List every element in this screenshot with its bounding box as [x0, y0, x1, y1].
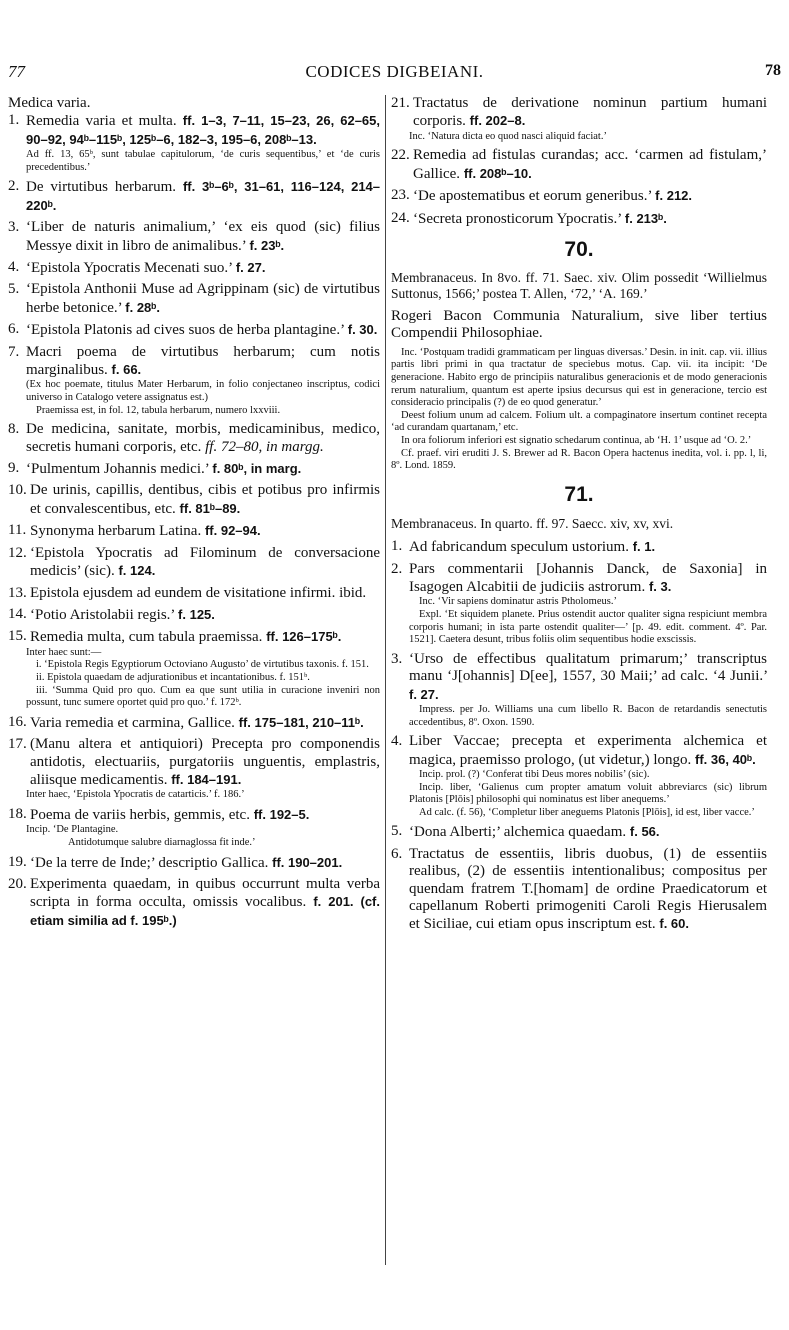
- footnote: i. ‘Epistola Regis Egyptiorum Octoviano Augusto’ de virtutibus taxonis. f. 151.: [36, 659, 369, 671]
- list-item: 2. Pars commentarii [Johannis Danck, de Saxonia] in Isagogen Alcabitii de judiciis astrorum. f. 3.: [391, 560, 767, 595]
- running-title: CODICES DIGBEIANI.: [305, 62, 484, 81]
- footnote: Ad ff. 13, 65ᵇ, sunt tabulae capitulorum, ‘de curis sequentibus,’ et ‘de curis precedentibus.’: [26, 149, 380, 173]
- list-item: 21. Tractatus de derivatione nominun partium humani corporis. ff. 202–8.: [391, 95, 767, 130]
- list-item: 4. Liber Vaccae; precepta et experimenta alchemica et magica, praemisso prologo, (ut videtur,) longo. ff. 36, 40ᵇ.: [391, 733, 767, 768]
- footnote: Inter haec, ‘Epistola Ypocratis de catarticis.’ f. 186.’: [26, 789, 245, 801]
- list-item: 17. (Manu altera et antiquiori) Precepta pro componendis antidotis, electuariis, purgatoriis unguentis, emplastris, aliisque medicamentis. ff. 184–191.: [8, 736, 380, 788]
- footnote: Incip. ‘De Plantagine.: [26, 824, 119, 836]
- list-item: 4. ‘Epistola Ypocratis Mecenati suo.’ f. 27.: [8, 259, 266, 277]
- codex-description: Membranaceus. In quarto. ff. 97. Saecc. xiv, xv, xvi.: [391, 515, 674, 531]
- list-item: 3. ‘Liber de naturis animalium,’ ‘ex eis quod (sic) filius Messye dixit in libro de animalibus.’ f. 23ᵇ.: [8, 219, 380, 254]
- footnote: Incip. liber, ‘Galienus cum propter amatum voluit abbreviarcs (sic) librum Platonis [Plōis] philosophi qui nominatus est liber anequems.’: [409, 781, 767, 806]
- list-item: 1. Ad fabricandum speculum ustorium. f. 1.: [391, 538, 656, 556]
- right-page-number: 78: [765, 62, 781, 79]
- list-item: 10. De urinis, capillis, dentibus, cibis et potibus pro infirmis et convalescentibus, etc. ff. 81ᵇ–89.: [8, 482, 380, 517]
- list-item: 2. De virtutibus herbarum. ff. 3ᵇ–6ᵇ, 31–61, 116–124, 214–220ᵇ.: [8, 178, 381, 213]
- footnote: ii. Epistola quaedam de adjurationibus et incantationibus. f. 151ᵇ.: [36, 671, 310, 683]
- section-number-70: 70.: [564, 238, 594, 262]
- footnote: iii. ‘Summa Quid pro quo. Cum ea que sunt utilia in curacione inveniri non possunt, tunc sumere oportet quid pro quo.’ f. 172ᵇ.: [26, 684, 380, 709]
- section-number-71: 71.: [564, 482, 594, 506]
- list-item: 1. Remedia varia et multa. ff. 1–3, 7–11, 15–23, 26, 62–65, 90–92, 94ᵇ–115ᵇ, 125ᵇ–6, 182–3, 195–6, 208ᵇ–13.: [8, 112, 381, 147]
- running-header: [8, 60, 781, 86]
- right-column: [391, 95, 767, 934]
- list-item: 15. Remedia multa, cum tabula praemissa. ff. 126–175ᵇ.: [8, 628, 342, 646]
- footnote: Inc. ‘Postquam tradidi grammaticam per linguas diversas.’ Desin. in init. cap. vii. illius partis libri primi in qua tractatur de speciebus motus. Cap. vii. ita incipit: ‘De generacione. Habito ergo de principiis naturalibus generacionis et de modo generacionis rerum naturalium, quantum est aperte ipsius decursus qui est in generacione, tercio est consideracio principalis (?) de eo quod generatur.’: [391, 346, 767, 409]
- footnote: In ora foliorum inferiori est signatio schedarum continua, ab ‘H. 1’ usque ad ‘O. 2.’: [401, 435, 752, 446]
- list-item: 6. ‘Epistola Platonis ad cives suos de herba plantagine.’ f. 30.: [8, 321, 378, 339]
- footnote: Inc. ‘Vir sapiens dominatur astris Ptholomeus.’: [419, 596, 617, 608]
- codex-description: Membranaceus. In 8vo. ff. 71. Saec. xiv. Olim possedit ‘Willielmus Suttonus, 1566;’ postea T. Allen, ‘72,’ ‘A. 169.’: [391, 270, 767, 302]
- list-item: 5. ‘Dona Alberti;’ alchemica quaedam. f. 56.: [391, 823, 660, 841]
- footnote: Deest folium unum ad calcem. Folium ult. a compaginatore insertum continet recepta ‘ad curandam quartanam,’ etc.: [391, 409, 767, 434]
- work-title: Rogeri Bacon Communia Naturalium, sive liber tertius Compendii Philosophiae.: [391, 308, 767, 342]
- list-item: 24. ‘Secreta pronosticorum Ypocratis.’ f. 213ᵇ.: [391, 209, 667, 227]
- list-item: 5. ‘Epistola Anthonii Muse ad Agrippinam (sic) de virtutibus herbe betonice.’ f. 28ᵇ.: [8, 281, 380, 316]
- left-column: [8, 95, 380, 930]
- list-item: 13. Epistola ejusdem ad eundem de visitatione infirmi. ibid.: [8, 584, 367, 601]
- footnote: Expl. ‘Et siquidem planete. Prius ostendit auctor qualiter signa respiciunt membra corporis humani; in ista parte ostendit qualiter—’ [p. 49. edit. comment. 4º. Par. 1521]. Caetera desunt, tribus foliis olim sequentibus hodie exscissis.: [409, 609, 767, 646]
- list-item: 8. De medicina, sanitate, morbis, medicaminibus, medico, secretis humani corporis, etc. ff. 72–80, in margg.: [8, 421, 380, 455]
- column-divider: [385, 95, 386, 1265]
- footnote: Inc. ‘Natura dicta eo quod nasci aliquid faciat.’: [409, 130, 607, 142]
- left-page-number: 77: [8, 62, 25, 81]
- list-item: 19. ‘De la terre de Inde;’ descriptio Gallica. ff. 190–201.: [8, 853, 343, 871]
- footnote: Impress. per Jo. Williams una cum libello R. Bacon de retardandis senectutis accedentibus, 8º. Oxon. 1590.: [409, 704, 767, 728]
- footnote: Incip. prol. (?) ‘Conferat tibi Deus mores nobilis’ (sic).: [419, 769, 650, 780]
- list-item: 9. ‘Pulmentum Johannis medici.’ f. 80ᵇ, in marg.: [8, 460, 302, 478]
- footnote: (Ex hoc poemate, titulus Mater Herbarum, in folio conjectaneo inscriptus, codici universo in Catalogo vetere assignatus est.): [26, 379, 380, 404]
- list-item: 11. Synonyma herbarum Latina. ff. 92–94.: [8, 522, 261, 540]
- list-item: 6. Tractatus de essentiis, libris duobus, (1) de essentiis realibus, (2) de essentiis intentionalibus; compositus per quendam fratrem T.[homam] de ordine Praedicatorum et capellanum Roberti primogeniti Caroli Regis Hierusalem et Siciliae, cui etiam opus inscriptum est. f. 60.: [391, 845, 767, 933]
- list-item: 3. ‘Urso de effectibus qualitatum primarum;’ transcriptus manu ‘J[ohannis] D[ee], 1557, 30 Maii;’ ad calc. ‘4 Junii.’ f. 27.: [391, 650, 767, 702]
- footnote: Praemissa est, in fol. 12, tabula herbarum, numero lxxviii.: [36, 404, 281, 416]
- footnote: Ad calc. (f. 56), ‘Completur liber aneguems Platonis [Plōis], id est, liber vacce.’: [419, 806, 755, 818]
- list-item: 16. Varia remedia et carmina, Gallice. ff. 175–181, 210–11ᵇ.: [8, 713, 364, 731]
- list-item: 12. ‘Epistola Ypocratis ad Filominum de conversacione medicis’ (sic). f. 124.: [8, 544, 380, 580]
- list-item: 18. Poema de variis herbis, gemmis, etc. ff. 192–5.: [8, 805, 310, 823]
- list-item: 22. Remedia ad fistulas curandas; acc. ‘carmen ad fistulam,’ Gallice. ff. 208ᵇ–10.: [391, 147, 767, 182]
- footnote: Antidotumque salubre diarnaglossa fit inde.’: [68, 836, 256, 848]
- list-item: 20. Experimenta quaedam, in quibus occurrunt multa verba scripta in forma occulta, omissis vocalibus. f. 201. (cf. etiam similia ad f. 195ᵇ.): [8, 875, 380, 928]
- footnote: Inter haec sunt:—: [26, 646, 102, 658]
- section-heading: Medica varia.: [8, 95, 91, 111]
- list-item: 7. Macri poema de virtutibus herbarum; cum notis marginalibus. f. 66.: [8, 343, 380, 379]
- list-item: 14. ‘Potio Aristolabii regis.’ f. 125.: [8, 605, 215, 623]
- footnote: Cf. praef. viri eruditi J. S. Brewer ad R. Bacon Opera hactenus inedita, vol. i. pp. l, li, 8º. Lond. 1859.: [391, 447, 767, 472]
- list-item: 23. ‘De apostematibus et eorum generibus.’ f. 212.: [391, 187, 693, 205]
